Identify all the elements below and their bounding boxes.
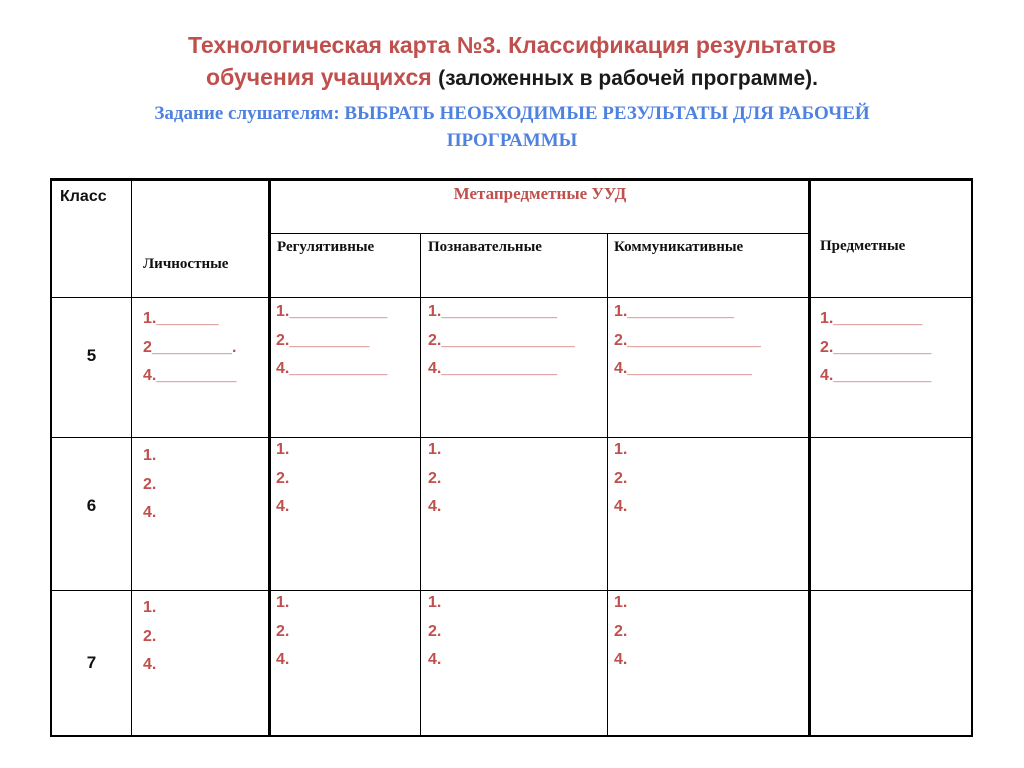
header-cognitive: Познавательные: [428, 239, 542, 255]
header-class: Класс: [60, 188, 107, 205]
task-label: Задание слушателям:: [154, 103, 340, 124]
header-communicative: Коммуникативные: [614, 239, 744, 255]
page-title-text-1: Технологическая карта №3. Классификация результатов: [187, 32, 837, 58]
header-meta: Метапредметные УУД: [453, 184, 627, 203]
row-7-communicative: 1. 2. 4.: [614, 594, 628, 668]
task-text-1: ВЫБРАТЬ НЕОБХОДИМЫЕ РЕЗУЛЬТАТЫ ДЛЯ РАБОЧЕЙ: [344, 103, 870, 124]
row-grade-5: 5: [86, 346, 97, 365]
row-5-regulative: 1.___________ 2._________ 4.___________: [276, 303, 388, 377]
task-text-2: ПРОГРАММЫ: [446, 130, 578, 151]
row-7-personal: 1. 2. 4.: [143, 599, 157, 673]
table-hline-row1: [50, 437, 973, 438]
page-title-text-2: обучения учащихся: [206, 64, 432, 90]
row-6-communicative: 1. 2. 4.: [614, 441, 628, 515]
table-vline-cognitive: [607, 233, 608, 737]
row-7-cognitive: 1. 2. 4.: [428, 594, 442, 668]
header-personal: Личностные: [143, 256, 229, 272]
row-7-regulative: 1. 2. 4.: [276, 594, 290, 668]
row-5-communicative: 1.____________ 2._______________ 4.______________: [614, 303, 761, 377]
row-grade-7: 7: [86, 653, 97, 672]
row-grade-6: 6: [86, 496, 97, 515]
row-5-subject: 1.__________ 2.___________ 4.___________: [820, 310, 932, 384]
row-6-regulative: 1. 2. 4.: [276, 441, 290, 515]
table-border-right: [971, 178, 973, 737]
table-border-top: [50, 178, 973, 181]
page-title-text-2-dark: (заложенных в рабочей программе).: [438, 67, 818, 90]
table-hline-row2: [50, 590, 973, 591]
table-hline-meta-sub: [270, 233, 810, 234]
row-6-personal: 1. 2. 4.: [143, 447, 157, 521]
row-6-cognitive: 1. 2. 4.: [428, 441, 442, 515]
table-vline-regulative: [420, 233, 421, 737]
header-subject: Предметные: [820, 238, 906, 254]
header-regulative: Регулятивные: [277, 239, 375, 255]
table-vline-class: [131, 178, 132, 737]
table-border-bottom: [50, 735, 973, 737]
row-5-cognitive: 1._____________ 2._______________ 4._____________: [428, 303, 575, 377]
table-vline-meta: [808, 178, 811, 737]
row-5-personal: 1._______ 2_________. 4._________: [143, 310, 237, 384]
table-vline-personal: [268, 178, 271, 737]
